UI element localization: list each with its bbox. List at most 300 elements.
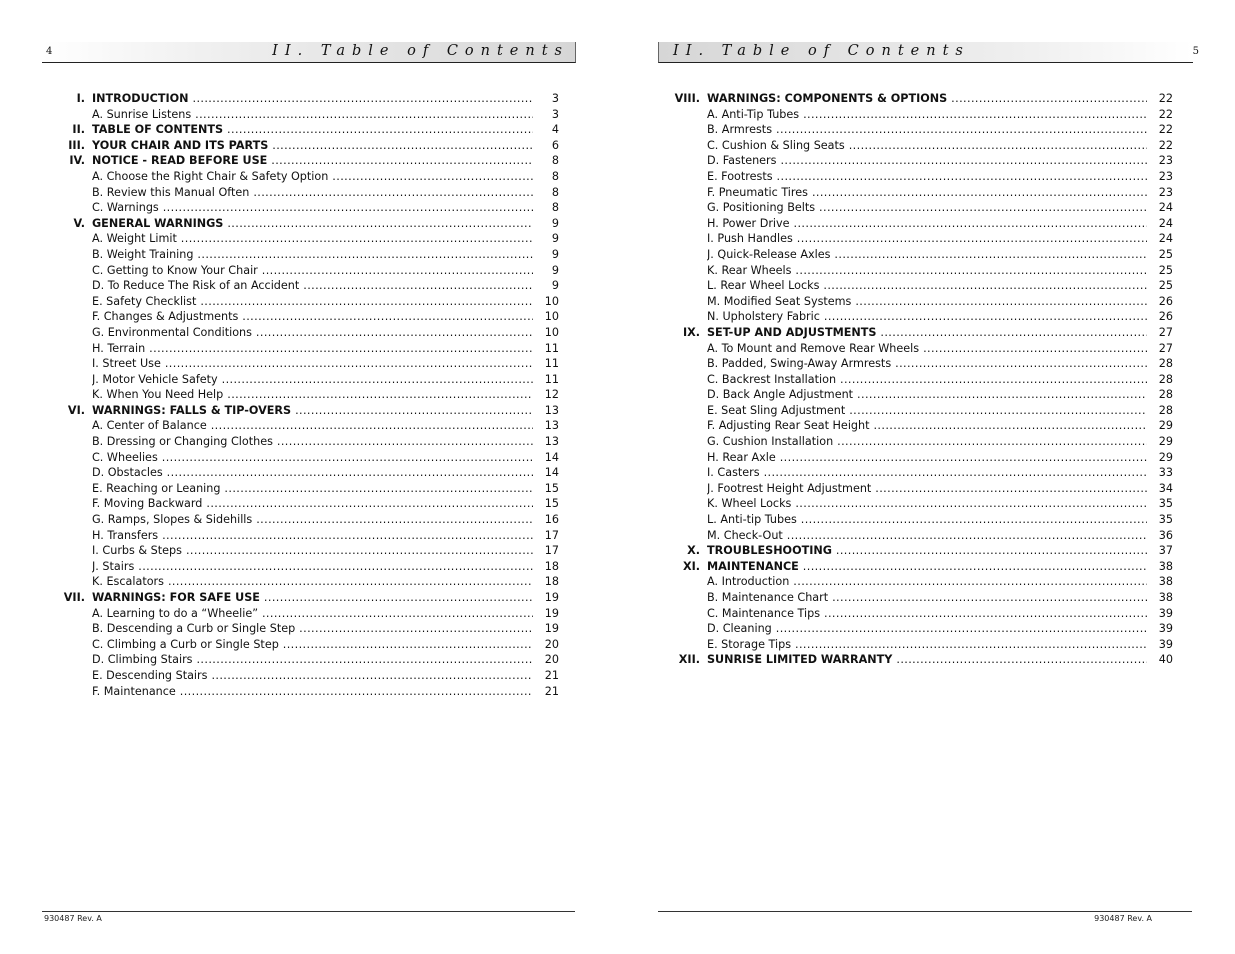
toc-entry-title: C. Wheelies [92,450,158,464]
toc-entry-leader [92,356,533,372]
toc-page-number: 20 [544,637,559,651]
toc-entry-leader [707,341,1147,357]
section-title: II. Table of Contents [673,43,970,59]
toc-subsection-row [670,450,1175,466]
toc-entry-leader [92,403,533,419]
toc-page-number: 37 [1158,544,1173,558]
toc-entry-title: H. Terrain [92,341,146,355]
toc-entry-leader [707,153,1147,169]
toc-subsection-row [55,496,561,512]
footer-divider [42,911,575,912]
toc-subsection-row [55,200,561,216]
toc-page-number: 35 [1158,497,1173,511]
toc-subsection-row [670,418,1175,434]
toc-section-row [55,216,561,232]
toc-page-number: 6 [551,138,559,152]
toc-page-number: 14 [544,450,559,464]
toc-entry-title: L. Anti-tip Tubes [707,513,797,527]
toc-page-number: 8 [551,154,559,168]
toc-page-number: 25 [1158,279,1173,293]
toc-entry-title: A. Weight Limit [92,232,177,246]
toc-page-number: 27 [1158,325,1173,339]
toc-entry-leader [92,138,533,154]
toc-entry-title: YOUR CHAIR AND ITS PARTS [92,138,269,152]
toc-entry-leader [92,684,533,700]
toc-page-number: 4 [551,123,559,137]
toc-entry-leader [707,418,1147,434]
toc-entry-leader [92,185,533,201]
toc-subsection-row [55,231,561,247]
toc-subsection-row [55,278,561,294]
toc-section-row [55,403,561,419]
toc-subsection-row [55,606,561,622]
toc-subsection-row [670,309,1175,325]
toc-entry-leader [707,465,1147,481]
toc-entry-title: K. Wheel Locks [707,497,792,511]
toc-subsection-row [55,169,561,185]
toc-page-number: 17 [544,544,559,558]
toc-entry-leader [707,356,1147,372]
toc-entry-title: D. Cleaning [707,622,772,636]
toc-entry-leader [92,200,533,216]
toc-entry-title: J. Quick-Release Axles [707,247,831,261]
toc-entry-leader [92,418,533,434]
toc-entry-title: F. Adjusting Rear Seat Height [707,419,870,433]
toc-entry-leader [707,559,1147,575]
toc-subsection-row [55,356,561,372]
toc-entry-title: TROUBLESHOOTING [707,544,832,558]
toc-page-number: 15 [544,497,559,511]
toc-subsection-row [670,185,1175,201]
toc-page-number: 8 [551,201,559,215]
toc-section-row [670,543,1175,559]
toc-page-number: 8 [551,169,559,183]
toc-subsection-row [55,621,561,637]
toc-entry-title: J. Motor Vehicle Safety [92,372,218,386]
toc-page-number: 13 [544,403,559,417]
toc-page-number: 29 [1158,435,1173,449]
toc-subsection-row [670,465,1175,481]
toc-entry-title: A. Introduction [707,575,790,589]
toc-subsection-row [55,434,561,450]
toc-entry-title: G. Environmental Conditions [92,325,252,339]
toc-section-row [670,91,1175,107]
toc-page-number: 40 [1158,653,1173,667]
toc-subsection-row [55,185,561,201]
toc-page-number: 27 [1158,341,1173,355]
toc-entry-title: D. Fasteners [707,154,777,168]
toc-subsection-row [55,341,561,357]
toc-entry-title: C. Getting to Know Your Chair [92,263,258,277]
toc-entry-title: NOTICE - READ BEFORE USE [92,154,268,168]
toc-page-number: 29 [1158,419,1173,433]
toc-entry-leader [707,278,1147,294]
toc-entry-title: F. Maintenance [92,684,176,698]
toc-entry-leader [92,247,533,263]
toc-subsection-row [670,356,1175,372]
toc-page-number: 11 [544,357,559,371]
toc-entry-leader [92,387,533,403]
toc-section-row [55,138,561,154]
toc-entry-title: B. Padded, Swing-Away Armrests [707,357,892,371]
section-number: V. [73,216,85,230]
toc-entry-leader [707,512,1147,528]
toc-entry-leader [92,528,533,544]
toc-page-number: 3 [551,92,559,105]
section-number: VIII. [674,92,700,105]
toc-entry-title: A. Center of Balance [92,419,207,433]
toc-entry-title: D. To Reduce The Risk of an Accident [92,279,300,293]
toc-entry-title: WARNINGS: COMPONENTS & OPTIONS [707,92,948,105]
toc-entry-title: G. Ramps, Slopes & Sidehills [92,513,253,527]
toc-subsection-row [55,387,561,403]
toc-page-number: 21 [544,668,559,682]
toc-entry-title: B. Descending a Curb or Single Step [92,622,296,636]
toc-entry-title: INTRODUCTION [92,92,189,105]
toc-subsection-row [670,512,1175,528]
toc-subsection-row [670,387,1175,403]
toc-entry-title: B. Maintenance Chart [707,591,829,604]
toc-entry-leader [707,325,1147,341]
toc-page-number: 38 [1158,559,1173,573]
toc-entry-title: I. Casters [707,466,760,480]
toc-entry-title: E. Safety Checklist [92,294,197,308]
toc-page-number: 13 [544,435,559,449]
toc-entry-leader [92,465,533,481]
toc-subsection-row [670,263,1175,279]
toc-entry-title: E. Storage Tips [707,637,792,651]
toc-entry-leader [92,325,533,341]
toc-page-number: 25 [1158,247,1173,261]
toc-entry-leader [92,559,533,575]
toc-entry-leader [92,153,533,169]
toc-page-number: 23 [1158,154,1173,168]
toc-entry-title: C. Maintenance Tips [707,606,821,620]
toc-page-number: 23 [1158,185,1173,199]
toc-entry-title: D. Obstacles [92,466,163,480]
toc-page-number: 29 [1158,450,1173,464]
toc-page-number: 10 [544,325,559,339]
toc-subsection-row [55,309,561,325]
toc-subsection-row [55,543,561,559]
toc-entry-title: C. Cushion & Sling Seats [707,138,845,152]
toc-entry-leader [707,496,1147,512]
toc-subsection-row [670,496,1175,512]
section-number: XI. [682,559,700,573]
toc-entry-title: D. Back Angle Adjustment [707,388,854,402]
toc-page-number: 11 [544,372,559,386]
toc-entry-title: J. Stairs [92,559,135,573]
toc-page-number: 16 [544,513,559,527]
section-number: VII. [63,591,85,604]
toc-subsection-row [55,465,561,481]
toc-page-number: 35 [1158,513,1173,527]
toc-subsection-row [55,294,561,310]
toc-page-number: 15 [544,481,559,495]
toc-entry-title: A. To Mount and Remove Rear Wheels [707,341,920,355]
toc-section-row [55,122,561,138]
toc-subsection-row [55,528,561,544]
toc-subsection-row [670,637,1175,653]
toc-entry-leader [707,309,1147,325]
toc-entry-title: H. Power Drive [707,216,790,230]
toc-subsection-row [670,153,1175,169]
toc-entry-leader [707,637,1147,653]
document-revision: 930487 Rev. A [1094,914,1152,923]
section-title: II. Table of Contents [272,43,569,59]
toc-entry-leader [92,590,533,606]
toc-subsection-row [55,325,561,341]
toc-subsection-row [55,652,561,668]
page-number: 5 [1192,46,1199,57]
toc-entry-title: K. Escalators [92,575,164,589]
toc-page-number: 12 [544,388,559,402]
toc-entry-title: G. Positioning Belts [707,201,816,215]
toc-entry-title: G. Cushion Installation [707,435,834,449]
toc-entry-leader [707,247,1147,263]
toc-entry-leader [92,309,533,325]
toc-entry-leader [92,91,533,107]
section-number: VI. [67,403,85,417]
toc-entry-leader [92,294,533,310]
toc-subsection-row [670,621,1175,637]
toc-entry-leader [92,341,533,357]
toc-entry-title: A. Learning to do a “Wheelie” [92,606,259,620]
left-page [0,0,569,954]
toc-entry-leader [707,169,1147,185]
toc-page-number: 19 [544,591,559,604]
toc-page-number: 24 [1158,201,1173,215]
toc-entry-title: K. When You Need Help [92,388,224,402]
toc-page-number: 36 [1158,528,1173,542]
page-number: 4 [46,46,53,57]
toc-entry-leader [707,434,1147,450]
toc-entry-leader [707,543,1147,559]
toc-subsection-row [55,668,561,684]
toc-entry-title: A. Anti-Tip Tubes [707,107,800,121]
toc-entry-leader [707,263,1147,279]
toc-page-number: 18 [544,559,559,573]
toc-subsection-row [55,684,561,700]
toc-entry-title: B. Review this Manual Often [92,185,250,199]
toc-entry-leader [92,512,533,528]
toc-subsection-row [670,247,1175,263]
toc-entry-leader [707,652,1147,668]
toc-subsection-row [670,574,1175,590]
toc-page-number: 28 [1158,403,1173,417]
footer-divider [658,911,1192,912]
toc-page-number: 38 [1158,575,1173,589]
toc-page-number: 9 [551,216,559,230]
toc-entry-leader [92,278,533,294]
toc-page-number: 22 [1158,92,1173,105]
toc-entry-title: C. Backrest Installation [707,372,837,386]
toc-section-row [670,559,1175,575]
toc-entry-title: F. Changes & Adjustments [92,310,239,324]
toc-page-number: 19 [544,622,559,636]
section-number: III. [68,138,85,152]
toc-page-number: 9 [551,232,559,246]
toc-subsection-row [670,372,1175,388]
toc-entry-title: WARNINGS: FOR SAFE USE [92,591,260,604]
table-of-contents [670,91,1175,668]
toc-section-row [55,153,561,169]
toc-entry-leader [707,185,1147,201]
toc-subsection-row [670,278,1175,294]
toc-page-number: 8 [551,185,559,199]
toc-page-number: 25 [1158,263,1173,277]
toc-entry-title: E. Seat Sling Adjustment [707,403,846,417]
toc-entry-title: C. Climbing a Curb or Single Step [92,637,279,651]
toc-entry-title: D. Climbing Stairs [92,653,193,667]
toc-page-number: 28 [1158,372,1173,386]
toc-entry-leader [92,372,533,388]
toc-entry-leader [92,434,533,450]
toc-entry-leader [92,668,533,684]
toc-subsection-row [55,637,561,653]
toc-entry-title: J. Footrest Height Adjustment [707,481,872,495]
toc-section-row [55,590,561,606]
toc-page-number: 21 [544,684,559,698]
toc-entry-leader [92,263,533,279]
toc-entry-leader [707,216,1147,232]
toc-entry-title: N. Upholstery Fabric [707,310,820,324]
toc-entry-title: M. Check-Out [707,528,783,542]
toc-entry-leader [92,231,533,247]
toc-entry-title: E. Reaching or Leaning [92,481,221,495]
toc-page-number: 9 [551,247,559,261]
toc-page-number: 22 [1158,123,1173,137]
toc-page-number: 23 [1158,169,1173,183]
toc-entry-title: H. Transfers [92,528,159,542]
toc-subsection-row [670,200,1175,216]
toc-entry-title: TABLE OF CONTENTS [92,123,224,137]
table-of-contents [55,91,561,699]
toc-entry-title: E. Footrests [707,169,773,183]
toc-entry-title: F. Pneumatic Tires [707,185,808,199]
toc-subsection-row [670,231,1175,247]
toc-subsection-row [670,138,1175,154]
toc-entry-title: I. Street Use [92,357,161,371]
toc-page-number: 9 [551,279,559,293]
toc-subsection-row [670,107,1175,123]
toc-page-number: 39 [1158,606,1173,620]
toc-entry-leader [707,450,1147,466]
toc-subsection-row [670,341,1175,357]
toc-entry-title: E. Descending Stairs [92,668,208,682]
toc-entry-leader [707,294,1147,310]
toc-page-number: 24 [1158,232,1173,246]
toc-entry-title: F. Moving Backward [92,497,203,511]
section-number: I. [76,92,85,105]
toc-subsection-row [55,247,561,263]
toc-page-number: 3 [551,107,559,121]
toc-page-number: 33 [1158,466,1173,480]
toc-page-number: 9 [551,263,559,277]
toc-subsection-row [670,169,1175,185]
toc-entry-leader [92,606,533,622]
toc-entry-title: GENERAL WARNINGS [92,216,224,230]
toc-entry-leader [707,138,1147,154]
toc-subsection-row [670,122,1175,138]
toc-entry-title: A. Sunrise Listens [92,107,192,121]
toc-page-number: 18 [544,575,559,589]
toc-entry-leader [92,122,533,138]
toc-entry-leader [92,107,533,123]
toc-entry-leader [707,574,1147,590]
toc-subsection-row [55,418,561,434]
toc-entry-leader [707,481,1147,497]
toc-entry-leader [707,590,1147,606]
section-number: XII. [678,653,700,667]
toc-subsection-row [670,590,1175,606]
toc-page-number: 24 [1158,216,1173,230]
toc-entry-title: L. Rear Wheel Locks [707,279,820,293]
toc-entry-leader [707,122,1147,138]
toc-subsection-row [55,574,561,590]
toc-entry-leader [92,652,533,668]
toc-subsection-row [55,263,561,279]
toc-entry-leader [707,606,1147,622]
toc-subsection-row [55,107,561,123]
toc-subsection-row [670,403,1175,419]
toc-entry-title: WARNINGS: FALLS & TIP-OVERS [92,403,292,417]
toc-subsection-row [55,512,561,528]
toc-page-number: 20 [544,653,559,667]
toc-page-number: 38 [1158,591,1173,604]
toc-subsection-row [670,216,1175,232]
toc-page-number: 28 [1158,388,1173,402]
toc-entry-title: A. Choose the Right Chair & Safety Option [92,169,329,183]
toc-entry-leader [92,496,533,512]
section-number: II. [72,123,85,137]
toc-entry-leader [707,231,1147,247]
toc-entry-leader [92,621,533,637]
toc-entry-leader [707,91,1147,107]
toc-entry-title: I. Curbs & Steps [92,544,182,558]
section-number: IV. [69,154,85,168]
toc-entry-leader [707,200,1147,216]
toc-subsection-row [670,434,1175,450]
toc-page-number: 10 [544,310,559,324]
toc-page-number: 13 [544,419,559,433]
toc-entry-title: C. Warnings [92,201,159,215]
toc-entry-leader [92,637,533,653]
toc-section-row [670,652,1175,668]
toc-page-number: 22 [1158,107,1173,121]
toc-page-number: 14 [544,466,559,480]
toc-entry-title: B. Weight Training [92,247,194,261]
page-header [42,42,576,63]
toc-subsection-row [55,450,561,466]
section-number: X. [687,544,700,558]
toc-page-number: 17 [544,528,559,542]
toc-section-row [670,325,1175,341]
toc-subsection-row [670,606,1175,622]
toc-entry-title: B. Dressing or Changing Clothes [92,435,273,449]
toc-page-number: 28 [1158,357,1173,371]
toc-entry-title: M. Modified Seat Systems [707,294,852,308]
toc-entry-leader [707,621,1147,637]
toc-page-number: 26 [1158,294,1173,308]
toc-entry-leader [707,403,1147,419]
right-page [640,0,1200,954]
toc-entry-title: SET-UP AND ADJUSTMENTS [707,325,877,339]
toc-entry-leader [92,543,533,559]
toc-entry-leader [92,574,533,590]
toc-entry-leader [707,107,1147,123]
toc-entry-leader [707,387,1147,403]
